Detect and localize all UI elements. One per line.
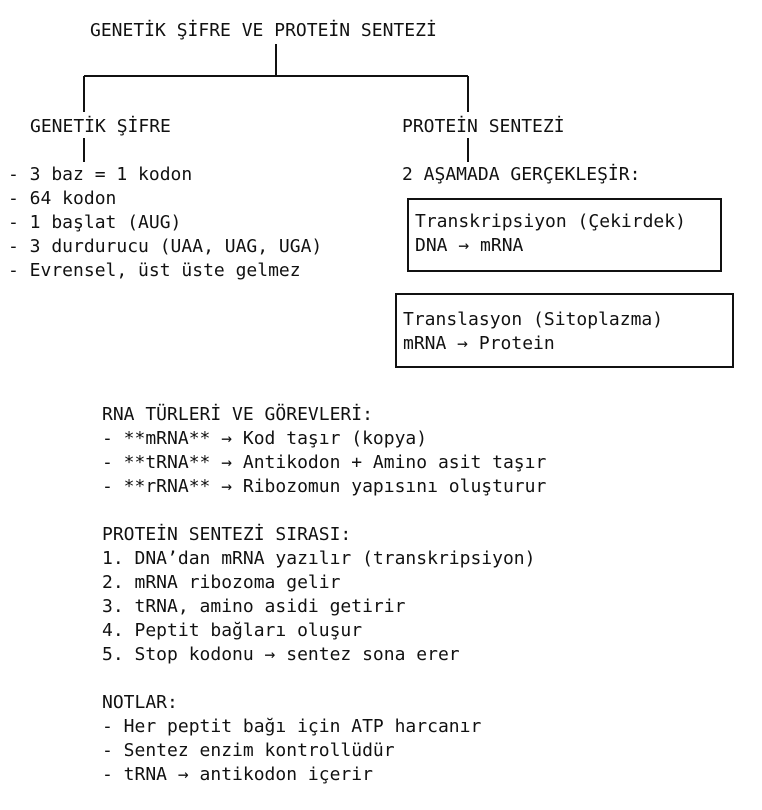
list-item: 4. Peptit bağları oluşur [102, 620, 363, 641]
synthesis-order-heading: PROTEİN SENTEZİ SIRASI: [102, 524, 352, 545]
list-item: - 64 kodon [8, 188, 117, 209]
list-item: - 1 başlat (AUG) [8, 212, 182, 233]
left-branch-heading: GENETİK ŞİFRE [30, 116, 171, 137]
list-item: 2. mRNA ribozoma gelir [102, 572, 341, 593]
list-item: - tRNA → antikodon içerir [102, 764, 373, 785]
transcription-detail: DNA → mRNA [415, 235, 524, 256]
translation-box [395, 293, 734, 368]
rna-types-heading: RNA TÜRLERİ VE GÖREVLERİ: [102, 404, 373, 425]
transcription-title: Transkripsiyon (Çekirdek) [415, 211, 686, 232]
translation-detail: mRNA → Protein [403, 333, 555, 354]
list-item: - **mRNA** → Kod taşır (kopya) [102, 428, 428, 449]
list-item: - **rRNA** → Ribozomun yapısını oluşturur [102, 476, 547, 497]
list-item: 5. Stop kodonu → sentez sona erer [102, 644, 460, 665]
right-branch-subheading: 2 AŞAMADA GERÇEKLEŞİR: [402, 164, 641, 185]
list-item: 1. DNA’dan mRNA yazılır (transkripsiyon) [102, 548, 536, 569]
list-item: - 3 durdurucu (UAA, UAG, UGA) [8, 236, 323, 257]
list-item: - **tRNA** → Antikodon + Amino asit taşır [102, 452, 547, 473]
list-item: - 3 baz = 1 kodon [8, 164, 193, 185]
diagram-title: GENETİK ŞİFRE VE PROTEİN SENTEZİ [90, 20, 437, 41]
notes-heading: NOTLAR: [102, 692, 178, 713]
translation-title: Translasyon (Sitoplazma) [403, 309, 664, 330]
list-item: 3. tRNA, amino asidi getirir [102, 596, 406, 617]
list-item: - Sentez enzim kontrollüdür [102, 740, 395, 761]
transcription-box [407, 198, 722, 272]
right-branch-heading: PROTEİN SENTEZİ [402, 116, 565, 137]
list-item: - Evrensel, üst üste gelmez [8, 260, 301, 281]
list-item: - Her peptit bağı için ATP harcanır [102, 716, 482, 737]
